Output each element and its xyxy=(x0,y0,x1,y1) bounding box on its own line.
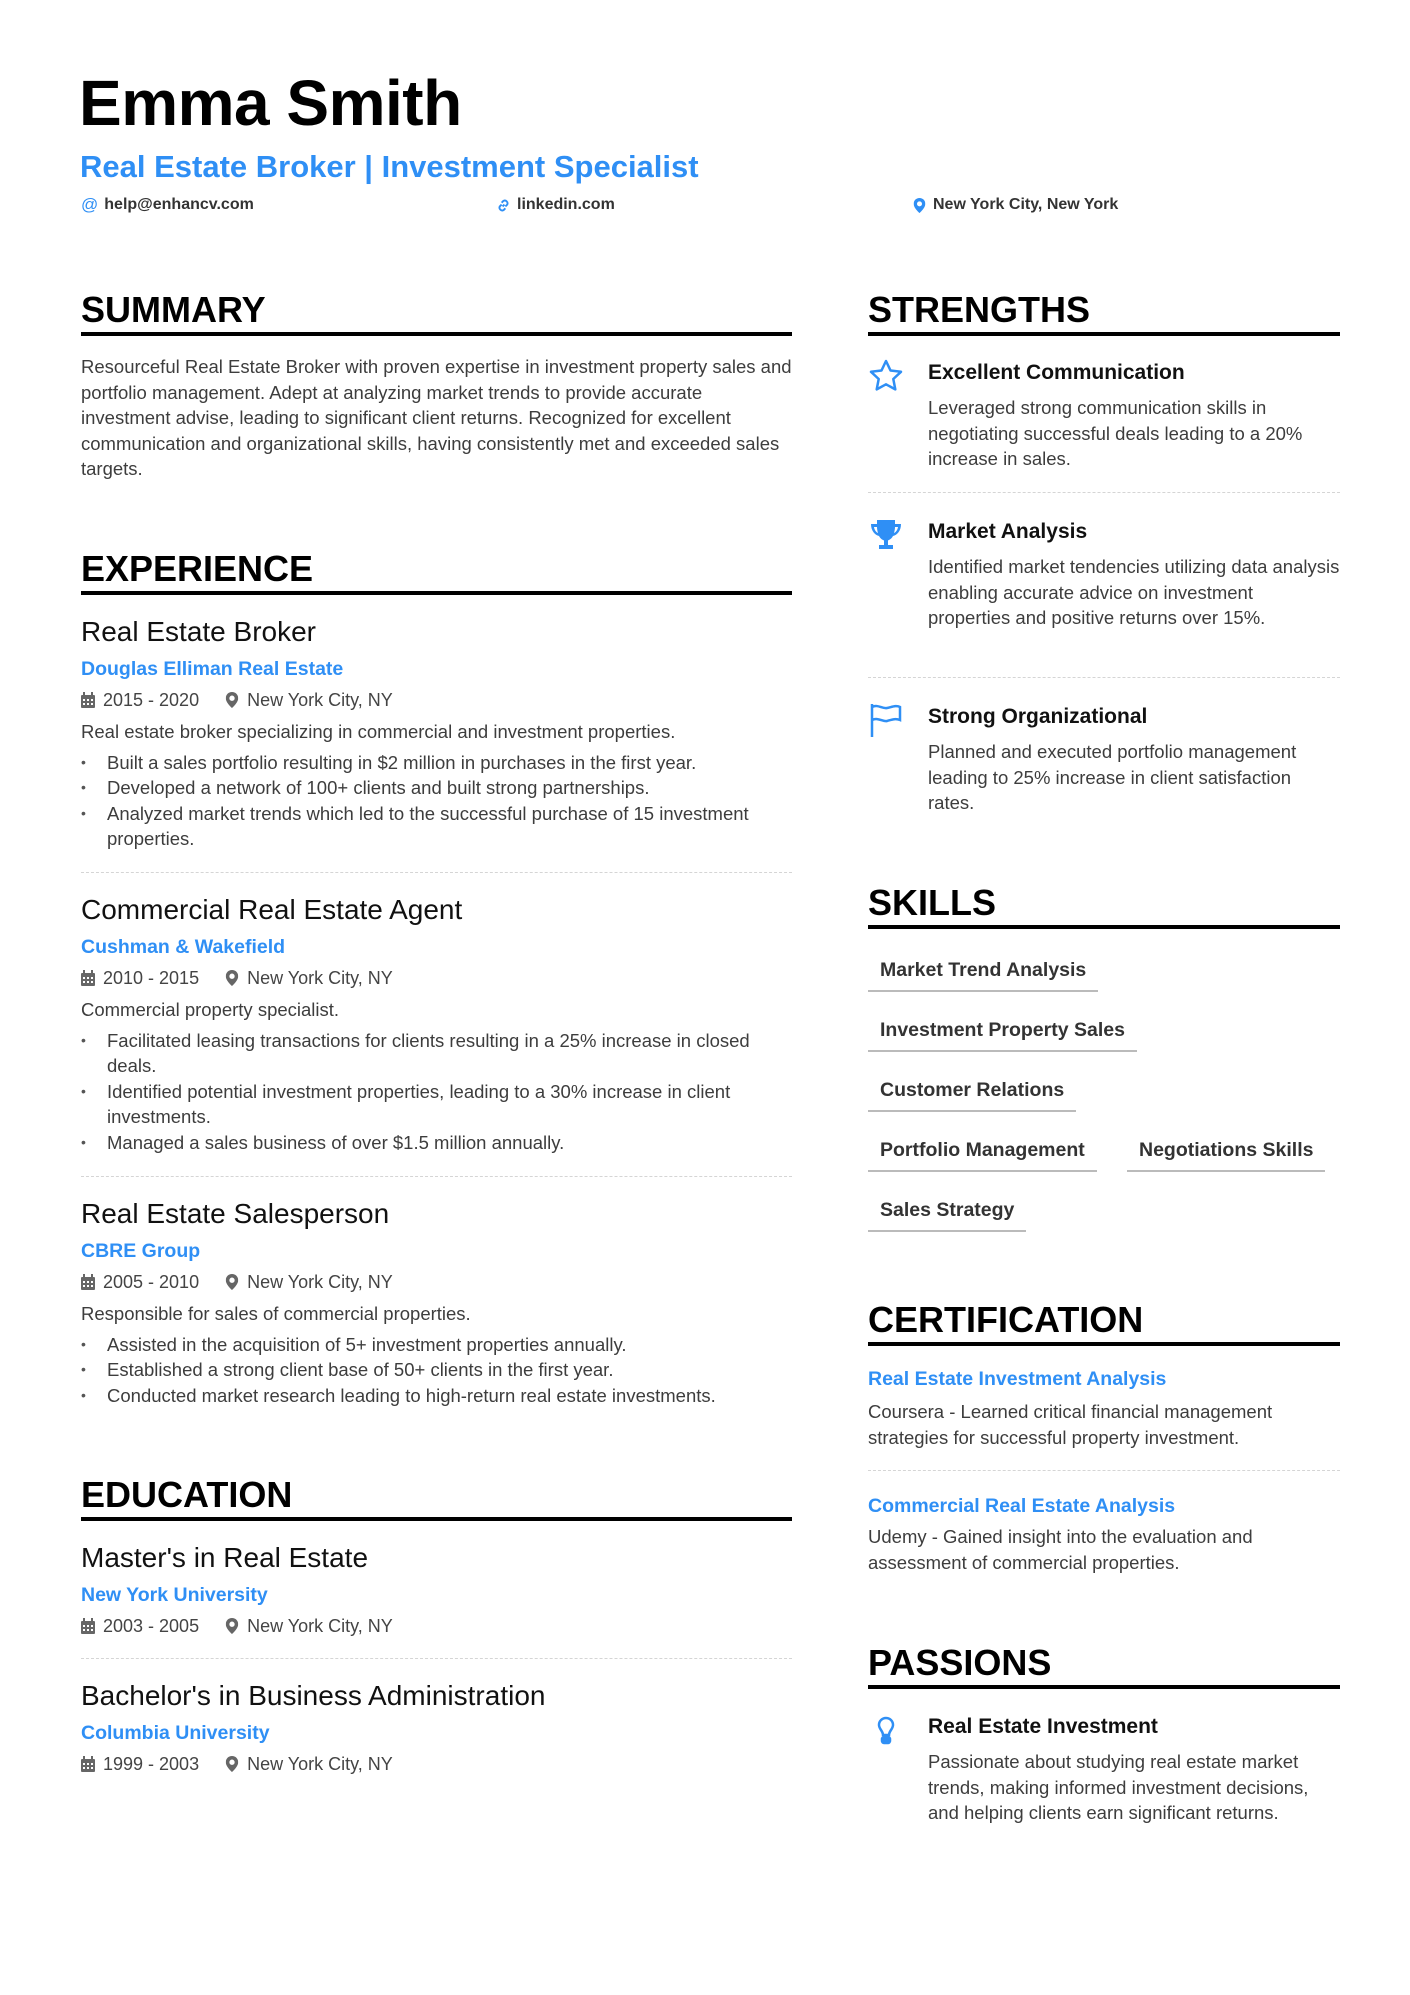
company-name[interactable]: Cushman & Wakefield xyxy=(81,936,286,958)
strength-text: Leveraged strong communication skills in negotiating successful deals leading to a 20% increase in sales. xyxy=(928,397,1303,470)
job-description: Commercial property specialist. xyxy=(81,999,340,1020)
degree-title: Master's in Real Estate xyxy=(81,1542,369,1573)
bullet-item: • Assisted in the acquisition of 5+ investment properties annually. xyxy=(81,1332,792,1358)
location-pin-icon xyxy=(225,1274,239,1290)
education-dates: 1999 - 2003 xyxy=(103,1754,200,1774)
strength-title: Strong Organizational xyxy=(928,705,1148,728)
candidate-name: Emma Smith xyxy=(79,67,462,139)
calendar-icon xyxy=(81,1274,95,1290)
divider xyxy=(81,1176,792,1177)
location-pin-icon xyxy=(912,198,927,213)
job-description: Real estate broker specializing in commercial and investment properties. xyxy=(81,721,676,742)
certification-heading: CERTIFICATION xyxy=(868,1298,1340,1346)
location-pin-icon xyxy=(225,970,239,986)
school-name[interactable]: Columbia University xyxy=(81,1722,270,1744)
strength-item xyxy=(868,517,1340,631)
bullet-item: • Facilitated leasing transactions for clients resulting in a 25% increase in closed deals. xyxy=(81,1028,792,1079)
email-text: help@enhancv.com xyxy=(104,196,254,213)
calendar-icon xyxy=(81,1756,95,1772)
location-pin-icon xyxy=(225,692,239,708)
education-dates: 2003 - 2005 xyxy=(103,1616,200,1636)
job-entry xyxy=(81,1196,792,1408)
skill-tag: Sales Strategy xyxy=(868,1190,1026,1232)
divider xyxy=(81,872,792,873)
job-title: Real Estate Broker xyxy=(81,616,316,647)
at-icon: @ xyxy=(81,195,99,214)
education-meta xyxy=(81,1612,792,1640)
link-text: linkedin.com xyxy=(517,196,615,213)
education-heading: EDUCATION xyxy=(81,1473,792,1521)
job-meta xyxy=(81,964,792,992)
candidate-title: Real Estate Broker | Investment Specialist xyxy=(80,149,699,184)
trophy-icon xyxy=(868,517,904,553)
location-pin-icon xyxy=(225,1618,239,1634)
bullet-item: • Developed a network of 100+ clients and built strong partnerships. xyxy=(81,775,792,801)
passion-item xyxy=(868,1712,1340,1826)
education-entry xyxy=(81,1540,792,1640)
bullet-item: • Analyzed market trends which led to the successful purchase of 15 investment properties. xyxy=(81,801,792,852)
contact-link[interactable] xyxy=(496,194,615,216)
education-entry xyxy=(81,1678,792,1778)
bullet-item: • Managed a sales business of over $1.5 million annually. xyxy=(81,1130,792,1156)
education-location: New York City, NY xyxy=(247,1754,393,1774)
calendar-icon xyxy=(81,970,95,986)
bullet-item: • Conducted market research leading to high-return real estate investments. xyxy=(81,1383,792,1409)
job-entry xyxy=(81,892,792,1156)
passion-title: Real Estate Investment xyxy=(928,1715,1158,1738)
calendar-icon xyxy=(81,692,95,708)
strengths-heading: STRENGTHS xyxy=(868,288,1340,336)
job-location: New York City, NY xyxy=(247,968,393,988)
job-entry xyxy=(81,614,792,852)
skill-tag: Investment Property Sales xyxy=(868,1010,1137,1052)
certification-title[interactable]: Real Estate Investment Analysis xyxy=(868,1368,1167,1390)
company-name[interactable]: Douglas Elliman Real Estate xyxy=(81,658,344,680)
flag-icon xyxy=(868,702,904,738)
job-dates: 2015 - 2020 xyxy=(103,690,200,710)
lightbulb-icon xyxy=(868,1712,904,1748)
job-location: New York City, NY xyxy=(247,1272,393,1292)
school-name[interactable]: New York University xyxy=(81,1584,268,1606)
skill-tag: Negotiations Skills xyxy=(1127,1130,1325,1172)
experience-heading: EXPERIENCE xyxy=(81,547,792,595)
job-title: Real Estate Salesperson xyxy=(81,1198,390,1229)
passion-text: Passionate about studying real estate market trends, making informed investment decisions, and helping clients earn significant returns. xyxy=(928,1751,1309,1824)
certification-title[interactable]: Commercial Real Estate Analysis xyxy=(868,1495,1176,1517)
company-name[interactable]: CBRE Group xyxy=(81,1240,201,1262)
divider xyxy=(868,677,1340,678)
education-meta xyxy=(81,1750,792,1778)
job-bullets xyxy=(81,1332,792,1409)
bullet-item: • Identified potential investment properties, leading to a 30% increase in client investments. xyxy=(81,1079,792,1130)
divider xyxy=(868,1470,1340,1471)
job-dates: 2005 - 2010 xyxy=(103,1272,200,1292)
job-meta xyxy=(81,686,792,714)
job-description: Responsible for sales of commercial properties. xyxy=(81,1303,471,1324)
job-meta xyxy=(81,1268,792,1296)
skills-heading: SKILLS xyxy=(868,881,1340,929)
education-location: New York City, NY xyxy=(247,1616,393,1636)
job-dates: 2010 - 2015 xyxy=(103,968,200,988)
certification-item xyxy=(868,1492,1340,1575)
skill-tag: Market Trend Analysis xyxy=(868,950,1098,992)
job-title: Commercial Real Estate Agent xyxy=(81,894,463,925)
job-location: New York City, NY xyxy=(247,690,393,710)
strength-text: Identified market tendencies utilizing data analysis enabling accurate advice on investment properties and positive returns over 15%. xyxy=(928,556,1340,629)
location-pin-icon xyxy=(225,1756,239,1772)
divider xyxy=(81,1658,792,1659)
certification-text: Udemy - Gained insight into the evaluation and assessment of commercial properties. xyxy=(868,1526,1253,1573)
star-icon xyxy=(868,358,904,394)
skill-tag: Customer Relations xyxy=(868,1070,1076,1112)
summary-text: Resourceful Real Estate Broker with proven expertise in investment property sales and portfolio management. Adept at analyzing market trends to provide accurate investment advise, leading to significant client returns. Recognized for excellent communication and organizational skills, having consistently met and exceeded sales targets. xyxy=(81,356,792,480)
skill-tag: Portfolio Management xyxy=(868,1130,1097,1172)
contact-location xyxy=(912,194,1118,216)
bullet-item: • Built a sales portfolio resulting in $2 million in purchases in the first year. xyxy=(81,750,792,776)
summary-heading: SUMMARY xyxy=(81,288,792,336)
job-bullets xyxy=(81,750,792,852)
calendar-icon xyxy=(81,1618,95,1634)
job-bullets xyxy=(81,1028,792,1156)
strength-item xyxy=(868,702,1340,816)
certification-item xyxy=(868,1365,1340,1450)
passions-heading: PASSIONS xyxy=(868,1641,1340,1689)
strength-text: Planned and executed portfolio management leading to 25% increase in client satisfaction rates. xyxy=(928,741,1297,814)
contact-email[interactable] xyxy=(81,194,254,216)
divider xyxy=(868,492,1340,493)
strength-title: Market Analysis xyxy=(928,520,1088,543)
bullet-item: • Established a strong client base of 50+ clients in the first year. xyxy=(81,1357,792,1383)
strength-title: Excellent Communication xyxy=(928,361,1185,384)
degree-title: Bachelor's in Business Administration xyxy=(81,1680,546,1711)
location-text: New York City, New York xyxy=(933,196,1119,213)
strength-item xyxy=(868,358,1340,472)
certification-text: Coursera - Learned critical financial management strategies for successful property investment. xyxy=(868,1401,1273,1448)
link-icon xyxy=(496,198,511,213)
